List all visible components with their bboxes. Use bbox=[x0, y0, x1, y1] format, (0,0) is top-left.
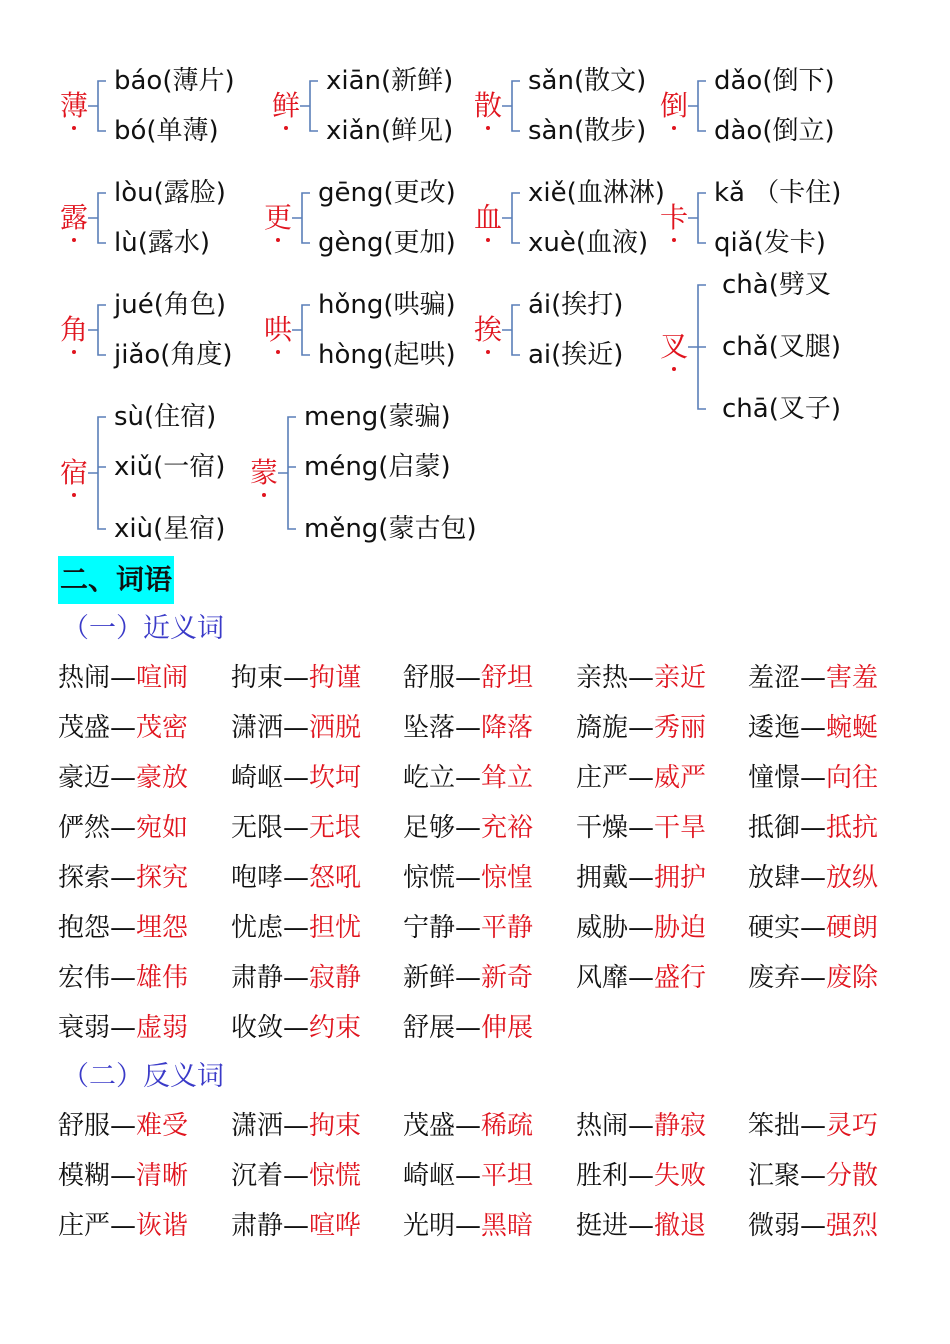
word: 拥戴— bbox=[576, 863, 655, 893]
pinyin-reading: kǎ （卡住) bbox=[714, 178, 842, 208]
word-pair bbox=[403, 662, 533, 694]
pinyin-reading: chā(叉子) bbox=[722, 394, 841, 424]
word-pair bbox=[403, 762, 533, 794]
word-pair bbox=[58, 662, 188, 694]
word-pair bbox=[576, 1110, 706, 1142]
related-word: 失败 bbox=[654, 1161, 707, 1191]
word-pair bbox=[58, 862, 188, 894]
polyphonic-char: 散 bbox=[474, 90, 502, 122]
related-word: 放纵 bbox=[826, 863, 879, 893]
pinyin-reading: sǎn(散文) bbox=[528, 66, 647, 96]
related-word: 茂密 bbox=[136, 713, 189, 743]
related-word: 亲近 bbox=[654, 663, 707, 693]
polyphonic-char: 鲜 bbox=[272, 90, 300, 122]
word-pair bbox=[748, 962, 878, 994]
word: 亲热— bbox=[576, 663, 655, 693]
related-word: 拥护 bbox=[654, 863, 707, 893]
related-word: 强烈 bbox=[826, 1211, 879, 1241]
word-pair bbox=[748, 662, 878, 694]
antonyms-title: （二）反义词 bbox=[62, 1061, 224, 1092]
word: 热闹— bbox=[58, 663, 137, 693]
word: 宏伟— bbox=[58, 963, 137, 993]
word-pair bbox=[231, 912, 361, 944]
word-pair bbox=[403, 1110, 533, 1142]
related-word: 寂静 bbox=[309, 963, 362, 993]
pinyin-reading: qiǎ(发卡) bbox=[714, 228, 826, 258]
emphasis-dot bbox=[284, 126, 288, 130]
related-word: 坎坷 bbox=[309, 763, 362, 793]
word: 抱怨— bbox=[58, 913, 137, 943]
word: 收敛— bbox=[231, 1013, 310, 1043]
related-word: 秀丽 bbox=[654, 713, 707, 743]
related-word: 惊慌 bbox=[309, 1161, 362, 1191]
polyphonic-char: 倒 bbox=[660, 90, 688, 122]
related-word: 盛行 bbox=[654, 963, 707, 993]
related-word: 无垠 bbox=[309, 813, 362, 843]
pinyin-reading: jué(角色) bbox=[114, 290, 226, 320]
word: 咆哮— bbox=[231, 863, 310, 893]
related-word: 干旱 bbox=[654, 813, 707, 843]
emphasis-dot bbox=[276, 238, 280, 242]
emphasis-dot bbox=[72, 238, 76, 242]
word-pair bbox=[403, 812, 533, 844]
word-pair bbox=[403, 962, 533, 994]
related-word: 蜿蜒 bbox=[826, 713, 879, 743]
word-pair bbox=[58, 962, 188, 994]
related-word: 耸立 bbox=[481, 763, 534, 793]
word: 坠落— bbox=[403, 713, 482, 743]
word: 旖旎— bbox=[576, 713, 655, 743]
word-pair bbox=[231, 1110, 361, 1142]
word: 拘束— bbox=[231, 663, 310, 693]
polyphonic-char: 露 bbox=[60, 202, 88, 234]
related-word: 伸展 bbox=[481, 1013, 534, 1043]
word: 庄严— bbox=[576, 763, 655, 793]
related-word: 害羞 bbox=[826, 663, 879, 693]
word: 模糊— bbox=[58, 1161, 137, 1191]
pinyin-reading: dào(倒立) bbox=[714, 116, 835, 146]
word-pair bbox=[231, 1160, 361, 1192]
word: 俨然— bbox=[58, 813, 137, 843]
word-pair bbox=[748, 862, 878, 894]
related-word: 约束 bbox=[309, 1013, 362, 1043]
word-pair bbox=[231, 962, 361, 994]
pinyin-reading: méng(启蒙) bbox=[304, 452, 451, 482]
word: 舒服— bbox=[403, 663, 482, 693]
word: 探索— bbox=[58, 863, 137, 893]
word-pair bbox=[403, 862, 533, 894]
section-title: 二、词语 bbox=[58, 556, 174, 604]
polyphonic-char: 宿 bbox=[60, 457, 88, 489]
pinyin-reading: meng(蒙骗) bbox=[304, 402, 451, 432]
pinyin-reading: xiān(新鲜) bbox=[326, 66, 454, 96]
word-pair bbox=[58, 1210, 188, 1242]
related-word: 喧哗 bbox=[309, 1211, 362, 1241]
related-word: 清晰 bbox=[136, 1161, 189, 1191]
related-word: 难受 bbox=[136, 1111, 189, 1141]
word: 光明— bbox=[403, 1211, 482, 1241]
word: 忧虑— bbox=[231, 913, 310, 943]
word-pair bbox=[748, 1210, 878, 1242]
pinyin-reading: sàn(散步) bbox=[528, 116, 647, 146]
word-pair bbox=[58, 812, 188, 844]
word-pair bbox=[231, 1012, 361, 1044]
pinyin-reading: lòu(露脸) bbox=[114, 178, 226, 208]
polyphonic-char: 叉 bbox=[660, 331, 688, 363]
related-word: 充裕 bbox=[481, 813, 534, 843]
pinyin-reading: gèng(更加) bbox=[318, 228, 456, 258]
word: 干燥— bbox=[576, 813, 655, 843]
word: 风靡— bbox=[576, 963, 655, 993]
pinyin-reading: lù(露水) bbox=[114, 228, 210, 258]
word: 庄严— bbox=[58, 1211, 137, 1241]
pinyin-reading: xiǔ(一宿) bbox=[114, 452, 226, 482]
related-word: 探究 bbox=[136, 863, 189, 893]
related-word: 喧闹 bbox=[136, 663, 189, 693]
related-word: 抵抗 bbox=[826, 813, 879, 843]
pinyin-reading: xiǎn(鲜见) bbox=[326, 116, 454, 146]
polyphonic-char: 蒙 bbox=[250, 457, 278, 489]
related-word: 洒脱 bbox=[309, 713, 362, 743]
related-word: 诙谐 bbox=[136, 1211, 189, 1241]
polyphonic-char: 卡 bbox=[660, 202, 688, 234]
word: 潇洒— bbox=[231, 713, 310, 743]
related-word: 降落 bbox=[481, 713, 534, 743]
related-word: 怒吼 bbox=[309, 863, 362, 893]
word: 羞涩— bbox=[748, 663, 827, 693]
word: 挺进— bbox=[576, 1211, 655, 1241]
pinyin-reading: hǒng(哄骗) bbox=[318, 290, 456, 320]
pinyin-reading: xiě(血淋淋) bbox=[528, 178, 665, 208]
word-pair bbox=[58, 712, 188, 744]
pinyin-reading: dǎo(倒下) bbox=[714, 66, 835, 96]
emphasis-dot bbox=[486, 126, 490, 130]
related-word: 虚弱 bbox=[136, 1013, 189, 1043]
related-word: 硬朗 bbox=[826, 913, 879, 943]
word-pair bbox=[58, 762, 188, 794]
word-pair bbox=[748, 1110, 878, 1142]
word: 肃静— bbox=[231, 963, 310, 993]
word-pair bbox=[58, 912, 188, 944]
word: 茂盛— bbox=[58, 713, 137, 743]
emphasis-dot bbox=[672, 238, 676, 242]
emphasis-dot bbox=[72, 493, 76, 497]
emphasis-dot bbox=[72, 350, 76, 354]
word-pair bbox=[576, 1210, 706, 1242]
word-pair bbox=[576, 712, 706, 744]
related-word: 平静 bbox=[481, 913, 534, 943]
emphasis-dot bbox=[486, 350, 490, 354]
word: 豪迈— bbox=[58, 763, 137, 793]
polyphonic-char: 哄 bbox=[264, 314, 292, 346]
word-pair bbox=[58, 1110, 188, 1142]
pinyin-reading: měng(蒙古包) bbox=[304, 514, 477, 544]
pinyin-reading: báo(薄片) bbox=[114, 66, 235, 96]
polyphonic-char: 更 bbox=[264, 202, 292, 234]
pinyin-reading: hòng(起哄) bbox=[318, 340, 456, 370]
word: 笨拙— bbox=[748, 1111, 827, 1141]
emphasis-dot bbox=[262, 493, 266, 497]
related-word: 胁迫 bbox=[654, 913, 707, 943]
word: 衰弱— bbox=[58, 1013, 137, 1043]
emphasis-dot bbox=[486, 238, 490, 242]
word-pair bbox=[58, 1012, 188, 1044]
pinyin-reading: jiǎo(角度) bbox=[114, 340, 233, 370]
pinyin-reading: ai(挨近) bbox=[528, 340, 624, 370]
word: 沉着— bbox=[231, 1161, 310, 1191]
word-pair bbox=[576, 662, 706, 694]
word-pair bbox=[231, 762, 361, 794]
word-pair bbox=[576, 962, 706, 994]
word: 舒展— bbox=[403, 1013, 482, 1043]
related-word: 宛如 bbox=[136, 813, 189, 843]
related-word: 拘束 bbox=[309, 1111, 362, 1141]
word-pair bbox=[576, 1160, 706, 1192]
word: 潇洒— bbox=[231, 1111, 310, 1141]
related-word: 担忧 bbox=[309, 913, 362, 943]
pinyin-reading: xiù(星宿) bbox=[114, 514, 226, 544]
related-word: 拘谨 bbox=[309, 663, 362, 693]
pinyin-reading: ái(挨打) bbox=[528, 290, 624, 320]
word: 放肆— bbox=[748, 863, 827, 893]
word-pair bbox=[748, 812, 878, 844]
word-pair bbox=[576, 912, 706, 944]
word: 热闹— bbox=[576, 1111, 655, 1141]
related-word: 稀疏 bbox=[481, 1111, 534, 1141]
word: 硬实— bbox=[748, 913, 827, 943]
word: 足够— bbox=[403, 813, 482, 843]
word-pair bbox=[748, 762, 878, 794]
word-pair bbox=[403, 1012, 533, 1044]
emphasis-dot bbox=[72, 126, 76, 130]
related-word: 埋怨 bbox=[136, 913, 189, 943]
word: 微弱— bbox=[748, 1211, 827, 1241]
related-word: 舒坦 bbox=[481, 663, 534, 693]
word-pair bbox=[403, 912, 533, 944]
related-word: 静寂 bbox=[654, 1111, 707, 1141]
polyphonic-char: 薄 bbox=[60, 90, 88, 122]
word: 逶迤— bbox=[748, 713, 827, 743]
word-pair bbox=[748, 1160, 878, 1192]
word-pair bbox=[403, 1210, 533, 1242]
word: 威胁— bbox=[576, 913, 655, 943]
polyphonic-char: 角 bbox=[60, 314, 88, 346]
related-word: 雄伟 bbox=[136, 963, 189, 993]
polyphonic-char: 挨 bbox=[474, 314, 502, 346]
word: 废弃— bbox=[748, 963, 827, 993]
word: 汇聚— bbox=[748, 1161, 827, 1191]
word: 抵御— bbox=[748, 813, 827, 843]
related-word: 平坦 bbox=[481, 1161, 534, 1191]
word-pair bbox=[403, 712, 533, 744]
word: 憧憬— bbox=[748, 763, 827, 793]
word-pair bbox=[576, 762, 706, 794]
related-word: 向往 bbox=[826, 763, 879, 793]
related-word: 新奇 bbox=[481, 963, 534, 993]
word: 新鲜— bbox=[403, 963, 482, 993]
pinyin-reading: sù(住宿) bbox=[114, 402, 217, 432]
related-word: 惊惶 bbox=[481, 863, 534, 893]
polyphonic-char: 血 bbox=[474, 202, 502, 234]
word-pair bbox=[576, 862, 706, 894]
related-word: 分散 bbox=[826, 1161, 879, 1191]
pinyin-reading: chà(劈叉 bbox=[722, 270, 831, 300]
related-word: 撤退 bbox=[654, 1211, 707, 1241]
word-pair bbox=[231, 712, 361, 744]
word-pair bbox=[403, 1160, 533, 1192]
related-word: 豪放 bbox=[136, 763, 189, 793]
word: 宁静— bbox=[403, 913, 482, 943]
word-pair bbox=[748, 712, 878, 744]
word: 惊慌— bbox=[403, 863, 482, 893]
emphasis-dot bbox=[672, 367, 676, 371]
word: 无限— bbox=[231, 813, 310, 843]
pinyin-reading: bó(单薄) bbox=[114, 116, 219, 146]
word: 屹立— bbox=[403, 763, 482, 793]
emphasis-dot bbox=[276, 350, 280, 354]
word: 胜利— bbox=[576, 1161, 655, 1191]
word-pair bbox=[231, 662, 361, 694]
word: 崎岖— bbox=[403, 1161, 482, 1191]
related-word: 废除 bbox=[826, 963, 879, 993]
word-pair bbox=[748, 912, 878, 944]
word-pair bbox=[231, 1210, 361, 1242]
word-pair bbox=[58, 1160, 188, 1192]
pinyin-reading: xuè(血液) bbox=[528, 228, 649, 258]
pinyin-reading: chǎ(叉腿) bbox=[722, 332, 841, 362]
related-word: 黑暗 bbox=[481, 1211, 534, 1241]
word: 茂盛— bbox=[403, 1111, 482, 1141]
synonyms-title: （一）近义词 bbox=[62, 613, 224, 644]
word: 肃静— bbox=[231, 1211, 310, 1241]
pinyin-reading: gēng(更改) bbox=[318, 178, 456, 208]
word-pair bbox=[231, 812, 361, 844]
related-word: 灵巧 bbox=[826, 1111, 879, 1141]
word-pair bbox=[576, 812, 706, 844]
word-pair bbox=[231, 862, 361, 894]
related-word: 威严 bbox=[654, 763, 707, 793]
emphasis-dot bbox=[672, 126, 676, 130]
word: 崎岖— bbox=[231, 763, 310, 793]
word: 舒服— bbox=[58, 1111, 137, 1141]
